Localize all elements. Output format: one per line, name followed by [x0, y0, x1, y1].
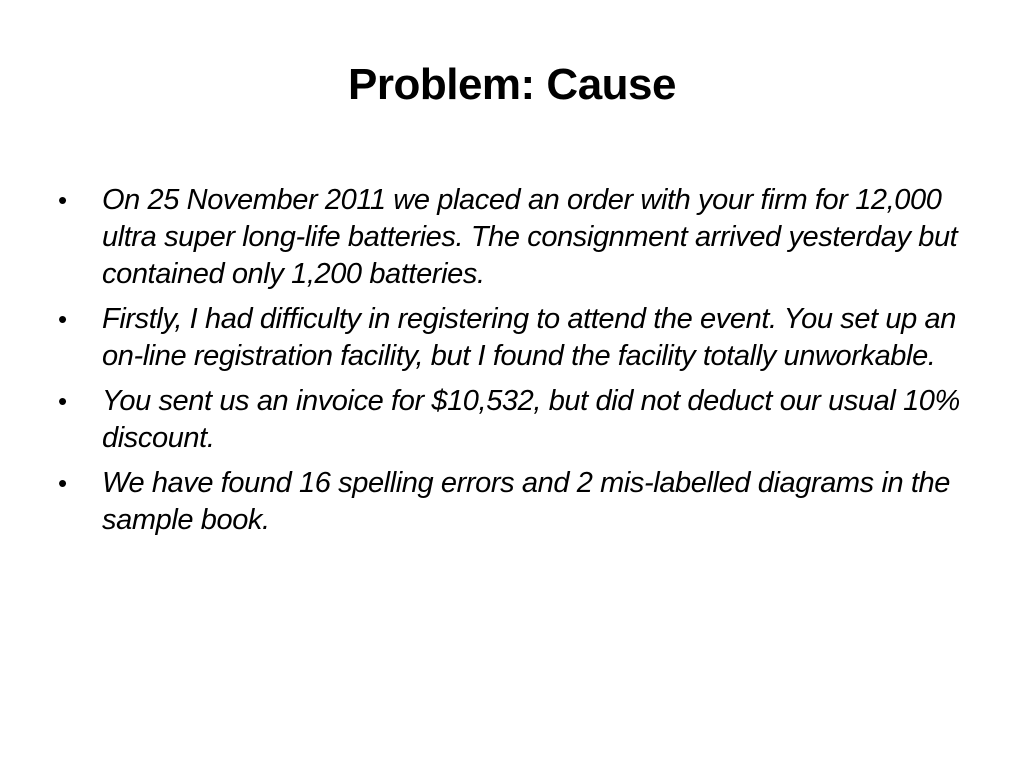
- bullet-icon: •: [58, 468, 67, 498]
- bullet-text: Firstly, I had difficulty in registering to attend the event. You set up an on-line registration facility, but I found the facility totally unworkable.: [102, 303, 956, 372]
- bullet-icon: •: [58, 185, 67, 215]
- bullet-icon: •: [58, 386, 67, 416]
- bullet-item: [58, 182, 978, 293]
- slide-title: Problem: Cause: [348, 60, 676, 110]
- bullet-text: We have found 16 spelling errors and 2 mis-labelled diagrams in the sample book.: [102, 467, 950, 536]
- bullet-item: [58, 383, 978, 457]
- bullet-list: [58, 182, 978, 547]
- bullet-item: [58, 465, 978, 539]
- bullet-icon: •: [58, 304, 67, 334]
- bullet-item: [58, 301, 978, 375]
- bullet-text: You sent us an invoice for $10,532, but did not deduct our usual 10% discount.: [102, 385, 960, 454]
- bullet-text: On 25 November 2011 we placed an order with your firm for 12,000 ultra super long-life batteries. The consignment arrived yesterday but contained only 1,200 batteries.: [102, 184, 958, 290]
